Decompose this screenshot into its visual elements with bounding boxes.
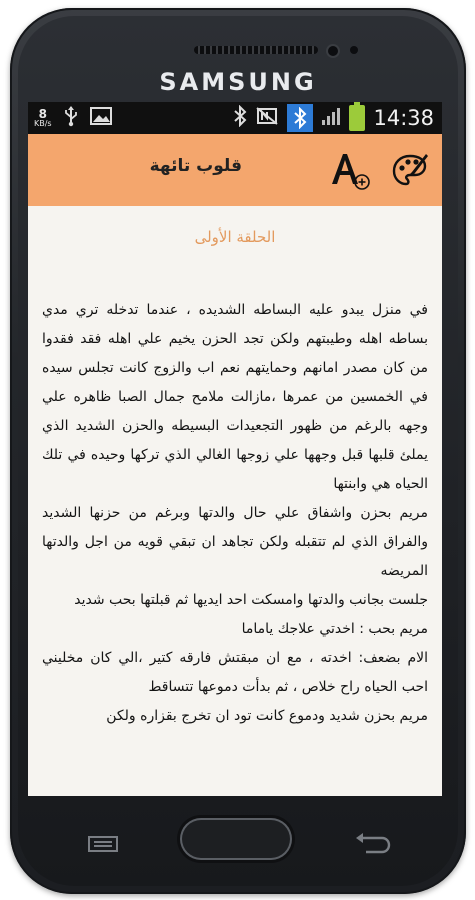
data-rate-unit: KB/s bbox=[34, 119, 52, 128]
proximity-sensor bbox=[350, 46, 358, 54]
back-arrow-icon bbox=[352, 832, 392, 856]
status-clock: 14:38 bbox=[373, 106, 434, 130]
front-camera bbox=[328, 46, 338, 56]
palette-brush-icon bbox=[390, 150, 430, 190]
chapter-title: الحلقة الأولى bbox=[194, 228, 276, 246]
earpiece-speaker bbox=[194, 46, 318, 54]
status-bar-notifications bbox=[34, 105, 112, 131]
bluetooth-icon bbox=[233, 105, 247, 131]
font-size-button[interactable] bbox=[328, 148, 372, 192]
image-notification-icon bbox=[90, 107, 112, 129]
menu-icon bbox=[86, 834, 120, 854]
font-size-increase-icon bbox=[328, 148, 372, 192]
data-rate-indicator bbox=[34, 108, 52, 128]
usb-icon bbox=[64, 105, 78, 131]
status-bar-system bbox=[233, 102, 434, 134]
signal-icon bbox=[321, 106, 341, 130]
app-title: قلوب تائهة bbox=[149, 156, 242, 176]
menu-key[interactable] bbox=[86, 834, 120, 854]
app-action-bar bbox=[28, 134, 442, 207]
battery-charging-icon bbox=[349, 105, 365, 131]
story-text: في منزل يبدو عليه البساطه الشديده ، عندما تدخله تري مدي بساطه اهله وطيبتهم ولكن تجد الحزن يخيم علي اهله فقد فقدوا من كان مصدر امانهم وحمايتهم نعم اب والزوج كانت تجلس سيده في الخمسين من عمرها ،مازالت ملامح جمال الصبا ظاهره علي وجهه بالرغم من ظهور التجعيدات البسيطه والحزن الشديد الذي يملئ قلبها قبل وجهها علي زوجها الغالي الذي تركها وحيده في تلك الحياه هي وابنتها مريم بحزن واشفاق علي حال والدتها وبرغم من حزنها الشديد والفراق الذي لم تتقبله ولكن تجاهد ان تبقي قويه من اجل والدتها المريضه جلست بجانب والدتها وامسكت احد ايديها ثم قبلتها بحب شديد مريم بحب : اخدتي علاجك ياماما الام بضعف: اخدته ، مع ان مبقتش فارقه كتير ،الي كان مخليني احب الحياه راح خلاص ، ثم بدأت دموعها تتساقط مريم بحزن شديد ودموع كانت تود ان تخرج بقزاره ولكن bbox=[42, 302, 428, 724]
status-bar bbox=[28, 102, 442, 134]
data-rate-value: 8 bbox=[38, 107, 47, 121]
theme-button[interactable] bbox=[390, 150, 430, 190]
nfc-muted-icon bbox=[255, 106, 279, 130]
device-screen bbox=[28, 102, 442, 796]
home-button[interactable] bbox=[180, 818, 292, 860]
device-brand: SAMSUNG bbox=[159, 68, 317, 96]
back-key[interactable] bbox=[352, 832, 392, 856]
bluetooth-active-icon bbox=[287, 104, 313, 132]
hardware-navigation bbox=[28, 810, 442, 880]
reading-area[interactable] bbox=[28, 206, 442, 796]
